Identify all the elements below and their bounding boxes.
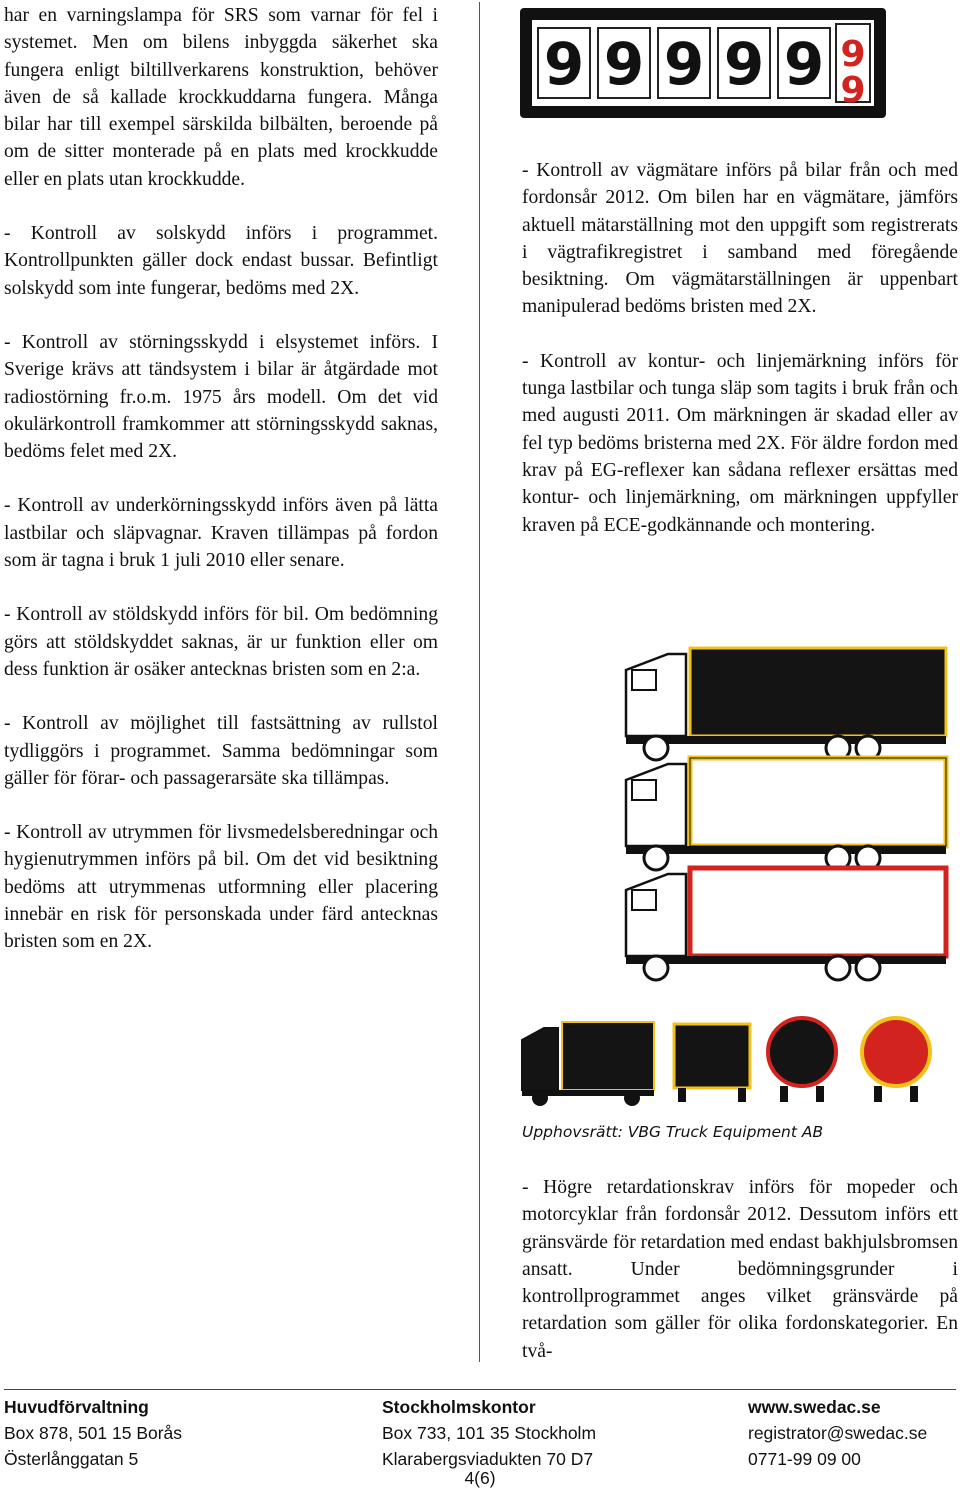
footer-contact xyxy=(748,1394,927,1472)
paragraph-vagmatare: - Kontroll av vägmätare införs på bilar från och med fordonsår 2012. Om bilen har en vägmätare, jämförs aktuell mätarställning mot den uppgift som registrerats i vägtrafikregistret i samband med föregående besiktning. Om vägmätarställningen är uppenbart manipulerad bedöms bristen med 2X. xyxy=(522,160,958,318)
footer-line: Klarabergsviadukten 70 D7 xyxy=(382,1449,594,1469)
footer-line: Box 878, 501 15 Borås xyxy=(4,1423,183,1443)
odometer-digit: 9 xyxy=(663,30,705,98)
footer-phone: 0771-99 09 00 xyxy=(748,1449,861,1469)
odometer-digit: 9 xyxy=(543,30,585,98)
footer-divider xyxy=(4,1389,956,1390)
footer-heading: Stockholmskontor xyxy=(382,1397,536,1417)
paragraph-solskydd: - Kontroll av solskydd införs i programmet. Kontrollpunkten gäller dock endast bussar. Befintligt solskydd som inte fungerar, bedöms med 2X. xyxy=(4,223,438,299)
footer-website: www.swedac.se xyxy=(748,1397,881,1417)
odometer-rolling-digit: 9 xyxy=(840,34,866,75)
right-column-bottom xyxy=(522,1174,958,1365)
right-column-top xyxy=(522,157,958,539)
footer-email: registrator@swedac.se xyxy=(748,1423,928,1443)
image-copyright-caption: Upphovsrätt: VBG Truck Equipment AB xyxy=(522,1123,824,1141)
paragraph-retardation: - Högre retardationskrav införs för mopeder och motorcyklar från fordonsår 2012. Dessutom införs ett gränsvärde för retardation med endast bakhjulsbromsen ansatt. Under bedömningsgrunder i kontrollprogrammet anges vilket gränsvärde på retardation som gäller för olika fordonskategorier. En två- xyxy=(522,1177,958,1362)
odometer-digit: 9 xyxy=(783,30,825,98)
footer-line: Österlånggatan 5 xyxy=(4,1449,139,1469)
odometer-image xyxy=(518,6,888,120)
paragraph-konturmarkning: - Kontroll av kontur- och linjemärkning införs för tunga lastbilar och tunga släp som tagits i bruk från och med augusti 2011. Om märkningen är skadad eller av fel typ bedöms bristerna med 2X. För äldre fordon med krav på EG-reflexer kan sådana reflexer ersättas med kontur- och linjemärkning, om märkningen uppfyller kraven på ECE-godkännande och montering. xyxy=(522,350,958,536)
odometer-digit: 9 xyxy=(723,30,765,98)
page-number: 4(6) xyxy=(464,1468,496,1488)
paragraph-storningsskydd: - Kontroll av störningsskydd i elsystemet införs. I Sverige krävs att tändsystem i bilar är åtgärdade mot radiostörning fr.o.m. 1975 års modell. Om det vid okulärkontroll framkommer att störningsskydd saknas, bedöms felet med 2X. xyxy=(4,331,438,463)
column-divider xyxy=(479,2,480,1362)
truck-white-red xyxy=(626,868,946,980)
truck-black-yellow xyxy=(626,648,946,760)
footer-heading: Huvudförvaltning xyxy=(4,1397,149,1417)
contour-marking-illustration xyxy=(518,640,958,1110)
paragraph-rullstol: - Kontroll av möjlighet till fastsättning av rullstol tydliggörs i programmet. Samma bedömningar som gäller för förar- och passagerarsäte ska tillämpas. xyxy=(4,713,438,789)
odometer-rolling-digit: 9 xyxy=(840,70,866,111)
paragraph-stoldskydd: - Kontroll av stöldskydd införs för bil. Om bedömning görs att stöldskyddet saknas, är ur funktion eller om dess funktion är osäker antecknas bristen som en 2:a. xyxy=(4,604,438,680)
footer-line: Box 733, 101 35 Stockholm xyxy=(382,1423,597,1443)
footer-head-office xyxy=(4,1394,182,1472)
tanker-rear-views xyxy=(674,1018,930,1102)
paragraph-underkorningsskydd: - Kontroll av underkörningsskydd införs även på lätta lastbilar och släpvagnar. Kraven tillämpas på fordon som är tagna i bruk 1 juli 2010 eller senare. xyxy=(4,495,438,572)
paragraph-livsmedel: - Kontroll av utrymmen för livsmedelsberedningar och hygienutrymmen införs på bil. Om det vid besiktning bedöms att utrymmenas utformning eller placering innebär en risk för personskada under färd antecknas bristen som en 2X. xyxy=(4,822,438,953)
odometer-digit: 9 xyxy=(603,30,645,98)
footer-stockholm-office xyxy=(382,1394,596,1472)
paragraph-srs: har en varningslampa för SRS som varnar för fel i systemet. Men om bilens inbyggda säkerhet ska fungera enligt biltillverkarens konstruktion, behöver även de så kallade krockkuddarna fungera. Många bilar har till exempel särskilda bilbälten, beroende på om de sitter monterade på en plats med krockkudde eller en plats utan krockkudde. xyxy=(4,5,438,190)
truck-black-side xyxy=(522,1022,654,1106)
truck-white-yellow xyxy=(626,758,946,870)
left-column xyxy=(4,2,438,956)
